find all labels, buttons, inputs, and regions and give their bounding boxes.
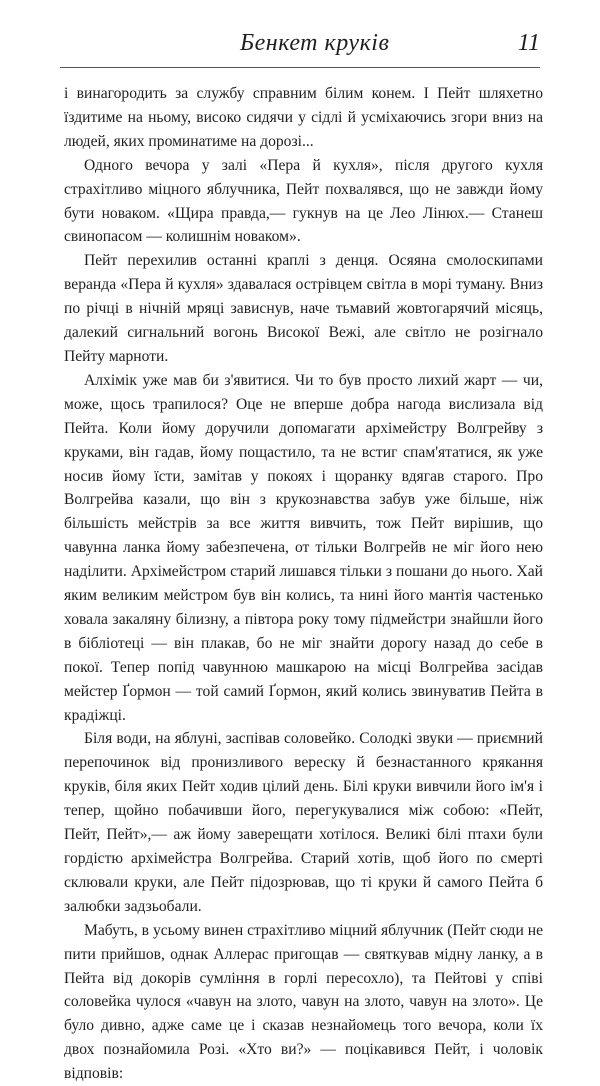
page-number: 11 bbox=[517, 30, 540, 56]
paragraph-2: Одного вечора у залі «Пера й кухля», після другого кухля страхітливо міцного яблучника, Пейт похвалявся, що не завжди йому бути новаком. «Щира правда,— гукнув на це Лео Лінюх.— Станеш свинопасом — колишнім новаком». bbox=[64, 156, 543, 246]
paragraph-1: і винагородить за службу справним білим конем. І Пейт шляхетно їздитиме на ньому, високо сидячи у сідлі й усміхаючись згори вниз на людей, яких проминатиме на дорозі... bbox=[64, 85, 543, 150]
header-rule bbox=[60, 67, 540, 68]
running-title: Бенкет круків bbox=[240, 30, 390, 56]
paragraph-5: Біля води, на яблуні, заспівав соловейко. Солодкі звуки — приємний перепочинок від пронизливого вереску й безнастанного крякання круків, біля яких Пейт ходив цілий день. Білі круки вивчили його ім'я і тепер, щойно побачивши його, перегукувалися між собою: «Пейт, Пейт, Пейт»,— аж йому заверещати хотілося. Великі білі птахи були гордістю архімейстра Волгрейва. Старий хотів, щоб його по смерті склювали круки, але Пейт підозрював, що ті круки й самого Пейта б залюбки задзьобали. bbox=[64, 730, 543, 915]
running-head bbox=[60, 30, 540, 64]
paragraph-3: Пейт перехилив останні краплі з денця. Осяяна смолоскипами веранда «Пера й кухля» здавалася острівцем світла в морі туману. Вниз по річці в нічній мряці зависнув, наче тьмавий жовтогарячий місяць, далекий сигнальний вогонь Високої Вежі, але світло не розігнало Пейту марноти. bbox=[64, 252, 543, 365]
paragraph-6: Мабуть, в усьому винен страхітливо міцний яблучник (Пейт сюди не пити прийшов, однак Аллерас пригощав — святкував мідну ланку, а в Пейта від докорів сумління в горлі пересохло), та Пейтові у співі соловейка чулося «чавун на злото, чавун на злото, чавун на злото». Це було дивно, адже саме це і сказав незнайомець того вечора, коли їх двох познайомила Розі. «Хто ви?» — поцікавився Пейт, і чоловік відповів: bbox=[64, 921, 543, 1083]
paragraph-4: Алхімік уже мав би з'явитися. Чи то був просто лихий жарт — чи, може, щось трапилося? Оце не вперше добра нагода вислизала від Пейта. Коли йому доручили допомагати архімейстру Волгрейву з круками, він гадав, йому пощастило, та не встиг спам'ятатися, як уже носив йому їсти, замітав у покоях і щоранку вдягав старого. Про Волгрейва казали, що він з крукознавства забув уже більше, ніж більшість мейстрів за все життя вивчить, тож Пейт вирішив, що чавунна ланка йому забезпечена, от тільки Волгрейв не міг його нею наділити. Архімейстром старий лишався тільки з пошани до нього. Хай яким великим мейстром був він колись, та нині його мантія частенько ховала закаляну білизну, а півтора року тому підмейстри знайшли його в бібліотеці — він плакав, бо не міг знайти дорогу назад до себе в покої. Тепер попід чавунною машкарою на місці Волгрейва засідав мейстер Ґормон — той самий Ґормон, який колись звинуватив Пейта в крадіжці. bbox=[64, 371, 543, 724]
body-text bbox=[64, 82, 543, 1086]
